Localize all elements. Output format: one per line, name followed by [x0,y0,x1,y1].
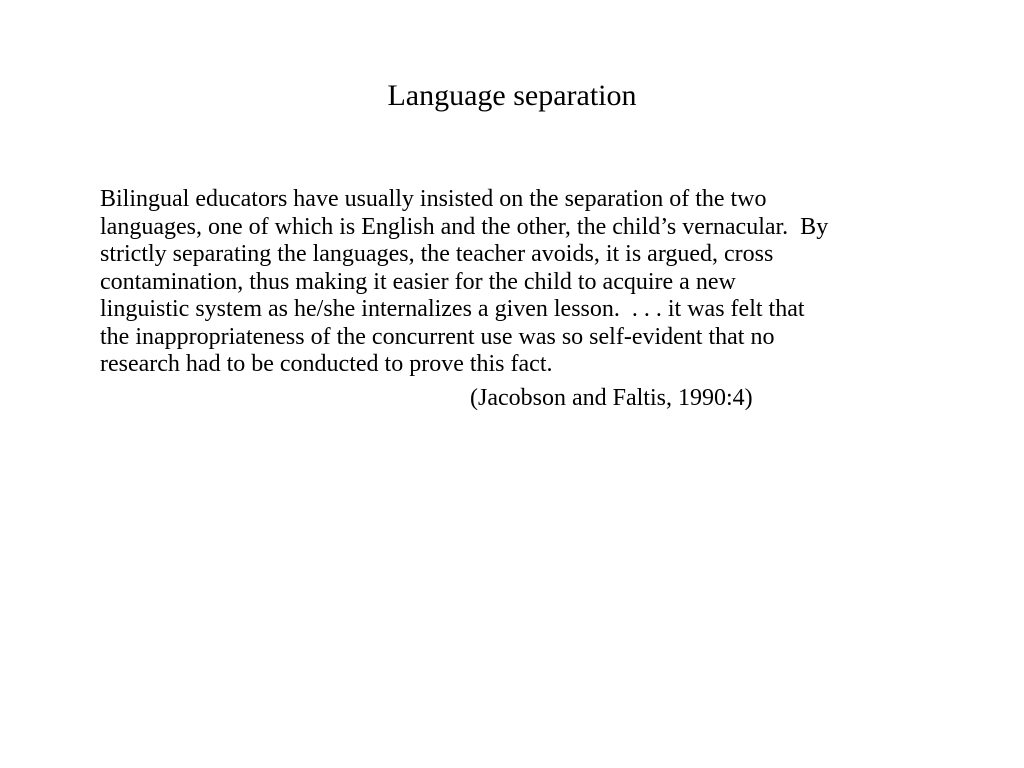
quote-line: Bilingual educators have usually insisted on the separation of the two [100,186,767,212]
quote-line: linguistic system as he/she internalizes a given lesson. . . . it was felt that [100,296,805,322]
quote-line: the inappropriateness of the concurrent use was so self-evident that no [100,323,775,350]
quote-citation: (Jacobson and Faltis, 1990:4) [470,385,753,411]
quote-line: research had to be conducted to prove this fact. [100,351,553,377]
quote-paragraph [100,186,980,379]
quote-line: contamination, thus making it easier for the child to acquire a new [100,268,736,295]
quote-line: strictly separating the languages, the teacher avoids, it is argued, cross [100,241,774,267]
slide-title: Language separation [387,79,637,112]
quote-line: languages, one of which is English and the other, the child’s vernacular. By [100,213,829,240]
